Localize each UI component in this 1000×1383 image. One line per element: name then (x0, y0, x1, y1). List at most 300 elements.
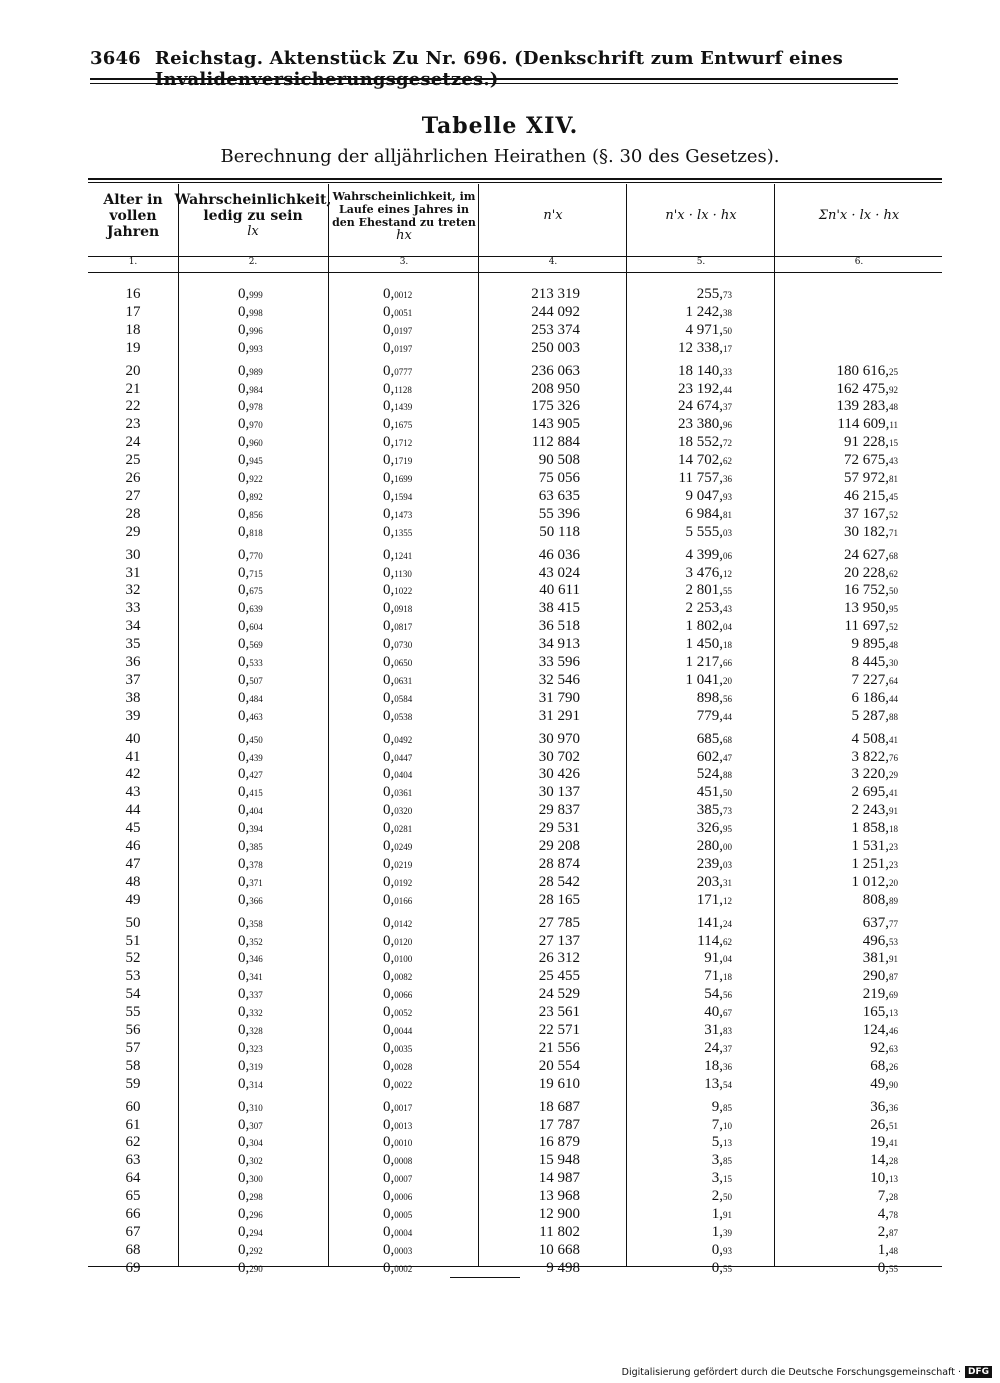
single-prob-cell-main: 0, (238, 398, 250, 415)
n-cell: 244 092 (531, 303, 580, 320)
marriage-prob-cell-sub: 0028 (394, 1061, 413, 1072)
product-cell-main: 6 984, (685, 505, 723, 522)
sum-cell (778, 949, 898, 968)
single-prob-cell-sub: 960 (249, 438, 263, 449)
sum-cell-sub: 89 (889, 895, 898, 906)
age-cell: 49 (125, 891, 141, 908)
age-cell: 60 (125, 1098, 141, 1115)
table-row (88, 891, 942, 909)
age-cell: 32 (125, 582, 141, 599)
product-cell-main: 1 217, (685, 654, 723, 670)
sum-cell (778, 653, 898, 672)
sum-cell-main: 72 675, (844, 452, 889, 469)
marriage-prob-cell-main: 0, (383, 873, 395, 890)
product-cell-sub: 85 (723, 1102, 732, 1113)
marriage-prob-cell-sub: 0017 (394, 1102, 413, 1113)
age-cell: 50 (125, 914, 141, 931)
marriage-prob-cell (383, 891, 483, 910)
single-prob-cell-main: 0, (238, 321, 250, 338)
single-prob-cell-sub: 463 (249, 711, 263, 722)
single-prob-cell-sub: 427 (249, 770, 263, 781)
product-cell-main: 1 242, (685, 303, 723, 320)
product-cell (628, 303, 732, 322)
sum-cell-main: 5 287, (851, 707, 889, 724)
sum-cell-sub: 28 (889, 1192, 898, 1203)
single-prob-cell-sub: 292 (249, 1245, 263, 1256)
single-prob-cell-sub: 569 (249, 640, 263, 651)
table-row (88, 1169, 942, 1187)
marriage-prob-cell-sub: 0002 (394, 1263, 413, 1274)
marriage-prob-cell (383, 380, 483, 399)
single-prob-cell (238, 1133, 318, 1152)
single-prob-cell-sub: 394 (249, 824, 263, 835)
product-cell-sub: 93 (723, 1245, 732, 1256)
marriage-prob-cell-sub: 1594 (394, 491, 413, 502)
table-row (88, 505, 942, 523)
single-prob-cell-main: 0, (238, 470, 250, 486)
single-prob-cell-main: 0, (238, 802, 250, 819)
sum-cell (778, 617, 898, 636)
single-prob-cell-sub: 989 (249, 366, 263, 377)
single-prob-cell (238, 1039, 318, 1058)
marriage-prob-cell-sub: 1022 (394, 586, 413, 597)
single-prob-cell (238, 1116, 318, 1135)
n-cell: 175 326 (531, 398, 580, 415)
single-prob-cell (238, 1151, 318, 1170)
sum-cell (778, 1223, 898, 1242)
table-row (88, 487, 942, 505)
end-rule (450, 1277, 520, 1278)
n-cell: 33 596 (538, 654, 580, 670)
single-prob-cell-sub: 892 (249, 491, 263, 502)
product-cell-sub: 44 (723, 711, 732, 722)
sum-cell (778, 932, 898, 951)
product-cell-main: 1 041, (685, 671, 723, 688)
single-prob-cell-main: 0, (238, 636, 250, 653)
single-prob-cell-main: 0, (238, 891, 250, 908)
single-prob-cell-main: 0, (238, 1152, 250, 1169)
single-prob-cell-sub: 310 (249, 1102, 263, 1113)
single-prob-cell-sub: 604 (249, 622, 263, 633)
marriage-prob-cell-main: 0, (383, 523, 395, 540)
sum-cell-main: 114 609, (837, 416, 890, 433)
single-prob-cell-sub: 358 (249, 918, 263, 929)
col-head-sum (776, 184, 942, 248)
sum-cell-main: 637, (862, 914, 889, 931)
product-cell-sub: 06 (723, 550, 732, 561)
product-cell-main: 24, (704, 1039, 723, 1056)
single-prob-cell (238, 380, 318, 399)
product-cell-sub: 50 (723, 325, 732, 336)
sum-cell-sub: 11 (889, 420, 898, 431)
single-prob-cell (238, 1187, 318, 1206)
single-prob-cell-main: 0, (238, 730, 250, 747)
marriage-prob-cell (383, 730, 483, 749)
marriage-prob-cell-sub: 0361 (394, 788, 413, 799)
product-cell (628, 707, 732, 726)
single-prob-cell (238, 671, 318, 690)
product-cell-main: 91, (704, 950, 723, 967)
product-cell-main: 3, (711, 1170, 723, 1187)
marriage-prob-cell-sub: 0404 (394, 770, 413, 781)
marriage-prob-cell-sub: 0817 (394, 622, 413, 633)
single-prob-cell (238, 932, 318, 951)
product-cell (628, 505, 732, 524)
sum-cell (778, 433, 898, 452)
sum-cell (778, 564, 898, 583)
sum-cell (778, 1205, 898, 1224)
n-cell: 28 165 (538, 891, 580, 908)
product-cell-main: 23 192, (678, 380, 723, 397)
product-cell-sub: 04 (723, 622, 732, 633)
single-prob-cell (238, 891, 318, 910)
single-prob-cell-sub: 533 (249, 658, 263, 668)
marriage-prob-cell (383, 523, 483, 542)
product-cell-sub: 55 (723, 586, 732, 597)
sum-cell (778, 1039, 898, 1058)
table-row (88, 1133, 942, 1151)
product-cell-main: 31, (704, 1022, 723, 1038)
table-row (88, 689, 942, 707)
table-row (88, 1187, 942, 1205)
n-cell: 236 063 (531, 362, 580, 379)
sum-cell-main: 19, (870, 1134, 889, 1151)
sum-cell (778, 1151, 898, 1170)
sum-cell-sub: 26 (889, 1061, 898, 1072)
sum-cell (778, 730, 898, 749)
sum-cell (778, 1133, 898, 1152)
marriage-prob-cell-main: 0, (383, 582, 395, 599)
marriage-prob-cell (383, 564, 483, 583)
marriage-prob-cell-main: 0, (383, 1116, 395, 1133)
age-cell: 59 (125, 1075, 141, 1092)
product-cell (628, 487, 732, 506)
n-cell: 14 987 (538, 1170, 580, 1187)
n-cell: 18 687 (538, 1098, 580, 1115)
product-cell (628, 617, 732, 636)
age-cell: 19 (125, 339, 141, 356)
single-prob-cell-main: 0, (238, 380, 250, 397)
single-prob-cell (238, 321, 318, 340)
age-cell: 68 (125, 1241, 141, 1258)
product-cell-sub: 62 (723, 936, 732, 947)
age-cell: 21 (125, 380, 141, 397)
single-prob-cell-main: 0, (238, 339, 250, 356)
marriage-prob-cell-main: 0, (383, 914, 395, 931)
single-prob-cell-main: 0, (238, 1004, 250, 1021)
sum-cell-main: 290, (862, 968, 889, 985)
single-prob-cell-main: 0, (238, 416, 250, 433)
table-row (88, 1241, 942, 1259)
table-row (88, 819, 942, 837)
marriage-prob-cell-main: 0, (383, 546, 395, 563)
single-prob-cell (238, 415, 318, 434)
sum-cell-main: 10, (870, 1170, 889, 1187)
sum-cell-main: 26, (870, 1116, 889, 1133)
single-prob-cell-sub: 346 (249, 954, 263, 965)
age-cell: 16 (125, 286, 141, 302)
sum-cell-main: 0, (877, 1259, 889, 1276)
single-prob-cell (238, 451, 318, 470)
sum-cell (778, 689, 898, 708)
product-cell (628, 855, 732, 874)
single-prob-cell-main: 0, (238, 452, 250, 469)
sum-cell-main: 381, (862, 950, 889, 967)
sum-cell (778, 1241, 898, 1260)
table-row (88, 748, 942, 766)
n-cell: 29 837 (538, 802, 580, 819)
product-cell (628, 1057, 732, 1076)
product-cell (628, 339, 732, 358)
product-cell (628, 635, 732, 654)
product-cell-sub: 93 (723, 491, 732, 502)
marriage-prob-cell (383, 469, 483, 488)
single-prob-cell (238, 1098, 318, 1117)
sum-cell-sub: 45 (889, 491, 898, 502)
marriage-prob-cell-main: 0, (383, 416, 395, 433)
marriage-prob-cell (383, 932, 483, 951)
single-prob-cell-sub: 439 (249, 752, 263, 763)
n-cell: 34 913 (538, 636, 580, 653)
table-row (88, 653, 942, 671)
marriage-prob-cell-main: 0, (383, 707, 395, 724)
product-cell-main: 7, (711, 1116, 723, 1133)
marriage-prob-cell-main: 0, (383, 470, 395, 486)
marriage-prob-cell-sub: 1128 (394, 384, 412, 395)
col-head-marriage (330, 184, 478, 248)
single-prob-cell-main: 0, (238, 487, 250, 504)
single-prob-cell-sub: 856 (249, 509, 263, 520)
product-cell-sub: 13 (723, 1138, 732, 1149)
marriage-prob-cell-sub: 0918 (394, 604, 413, 615)
age-cell: 43 (125, 784, 141, 801)
n-cell: 10 668 (538, 1241, 580, 1258)
table-row (88, 855, 942, 873)
sum-cell (778, 1057, 898, 1076)
age-cell: 65 (125, 1188, 141, 1205)
marriage-prob-cell (383, 914, 483, 933)
age-cell: 62 (125, 1134, 141, 1151)
sum-cell-main: 37 167, (844, 505, 889, 522)
marriage-prob-cell (383, 303, 483, 322)
product-cell (628, 783, 732, 802)
col-number-6: 6. (854, 257, 864, 267)
n-cell: 90 508 (538, 452, 580, 469)
marriage-prob-cell (383, 967, 483, 986)
product-cell-sub: 31 (723, 877, 732, 888)
single-prob-cell-main: 0, (238, 707, 250, 724)
single-prob-cell-main: 0, (238, 1116, 250, 1133)
product-cell (628, 380, 732, 399)
product-cell (628, 285, 732, 304)
single-prob-cell-main: 0, (238, 1206, 250, 1222)
product-cell (628, 689, 732, 708)
single-prob-cell-sub: 818 (249, 527, 263, 538)
marriage-prob-cell (383, 873, 483, 892)
marriage-prob-cell (383, 451, 483, 470)
marriage-prob-cell-main: 0, (383, 1134, 395, 1151)
age-cell: 17 (125, 303, 141, 320)
marriage-prob-cell-main: 0, (383, 689, 395, 706)
single-prob-cell-sub: 385 (249, 842, 263, 852)
sum-cell-main: 139 283, (836, 398, 889, 415)
marriage-prob-cell-main: 0, (383, 671, 395, 688)
marriage-prob-cell (383, 1151, 483, 1170)
single-prob-cell-main: 0, (238, 820, 250, 837)
table-row (88, 1223, 942, 1241)
age-cell: 38 (125, 689, 141, 706)
col-head-single-label: Wahrscheinlichkeit, ledig zu sein (174, 192, 332, 224)
marriage-prob-cell-main: 0, (383, 380, 395, 397)
dfg-logo: DFG (965, 1366, 992, 1378)
marriage-prob-cell-sub: 1241 (394, 550, 413, 561)
age-cell: 20 (125, 362, 141, 379)
product-cell-main: 2 253, (685, 600, 723, 617)
sum-cell-sub: 52 (889, 509, 898, 520)
single-prob-cell-main: 0, (238, 546, 250, 563)
single-prob-cell (238, 967, 318, 986)
product-cell-main: 5 555, (685, 523, 723, 540)
single-prob-cell-sub: 970 (249, 420, 263, 431)
sum-cell-main: 36, (870, 1098, 889, 1115)
product-cell-main: 18 552, (678, 434, 723, 451)
sum-cell (778, 985, 898, 1004)
marriage-prob-cell-main: 0, (383, 1004, 395, 1021)
sum-cell-main: 14, (870, 1152, 889, 1169)
table-row (88, 303, 942, 321)
sum-cell-main: 219, (862, 986, 889, 1003)
product-cell-sub: 36 (723, 474, 732, 484)
product-cell-sub: 03 (723, 527, 732, 538)
product-cell (628, 1039, 732, 1058)
product-cell-main: 12 338, (678, 339, 723, 356)
n-cell: 55 396 (538, 505, 580, 522)
single-prob-cell (238, 487, 318, 506)
product-cell-main: 1, (711, 1206, 723, 1222)
single-prob-cell-main: 0, (238, 1022, 250, 1038)
product-cell-sub: 73 (723, 806, 732, 817)
product-cell-main: 2, (711, 1188, 723, 1205)
marriage-prob-cell-sub: 0777 (394, 366, 413, 377)
n-cell: 19 610 (538, 1075, 580, 1092)
sum-cell-sub: 68 (889, 550, 898, 561)
marriage-prob-cell-sub: 0010 (394, 1138, 413, 1149)
table-bottom-rule (88, 1266, 942, 1267)
sum-cell-sub: 62 (889, 568, 898, 579)
marriage-prob-cell-sub: 0730 (394, 640, 413, 651)
sum-cell (778, 599, 898, 618)
marriage-prob-cell-sub: 0197 (394, 325, 413, 336)
marriage-prob-cell (383, 505, 483, 524)
product-cell-main: 9, (711, 1098, 723, 1115)
table-row (88, 285, 942, 303)
table-row (88, 837, 942, 855)
single-prob-cell-main: 0, (238, 523, 250, 540)
marriage-prob-cell (383, 397, 483, 416)
product-cell (628, 653, 732, 672)
col-number-2: 2. (248, 257, 258, 267)
table-row (88, 523, 942, 541)
sum-cell-main: 2, (877, 1223, 889, 1240)
marriage-prob-cell (383, 433, 483, 452)
marriage-prob-cell-main: 0, (383, 303, 395, 320)
sum-cell-sub: 41 (889, 788, 898, 799)
age-cell: 39 (125, 707, 141, 724)
sum-cell-sub: 95 (889, 604, 898, 615)
sum-cell-sub: 20 (889, 877, 898, 888)
sum-cell (778, 1021, 898, 1040)
table-row (88, 362, 942, 380)
marriage-prob-cell-main: 0, (383, 855, 395, 872)
single-prob-cell-sub: 675 (249, 586, 263, 597)
product-cell-main: 326, (696, 820, 723, 837)
age-cell: 66 (125, 1206, 141, 1222)
product-cell-sub: 50 (723, 1192, 732, 1203)
marriage-prob-cell (383, 487, 483, 506)
sum-cell (778, 1116, 898, 1135)
marriage-prob-cell-main: 0, (383, 820, 395, 837)
sum-cell-main: 165, (862, 1004, 889, 1021)
n-cell: 30 970 (538, 730, 580, 747)
table-row (88, 949, 942, 967)
single-prob-cell-sub: 366 (249, 895, 263, 906)
sum-cell-sub: 87 (889, 1227, 898, 1238)
n-cell: 50 118 (539, 523, 580, 540)
single-prob-cell-sub: 378 (249, 859, 263, 870)
marriage-prob-cell-sub: 0066 (394, 990, 413, 1001)
product-cell-sub: 83 (723, 1026, 732, 1036)
single-prob-cell (238, 819, 318, 838)
product-cell-main: 385, (696, 802, 723, 819)
product-cell-main: 9 047, (685, 487, 723, 504)
marriage-prob-cell-sub: 0022 (394, 1079, 413, 1090)
n-cell: 31 790 (538, 689, 580, 706)
footer-text: Digitalisierung gefördert durch die Deutsche Forschungsgemeinschaft · (621, 1366, 961, 1378)
marriage-prob-cell-sub: 0281 (394, 824, 413, 835)
product-cell (628, 819, 732, 838)
marriage-prob-cell-main: 0, (383, 452, 395, 469)
single-prob-cell-main: 0, (238, 1170, 250, 1187)
age-cell: 51 (125, 932, 141, 949)
marriage-prob-cell-main: 0, (383, 1223, 395, 1240)
product-cell-main: 203, (696, 873, 723, 890)
marriage-prob-cell-main: 0, (383, 654, 395, 670)
marriage-prob-cell-sub: 0013 (394, 1120, 413, 1131)
table-row (88, 985, 942, 1003)
sum-cell (778, 415, 898, 434)
sum-cell-main: 4, (877, 1206, 889, 1222)
product-cell (628, 1075, 732, 1094)
n-cell: 31 291 (538, 707, 580, 724)
age-cell: 54 (125, 986, 141, 1003)
sum-cell (778, 707, 898, 726)
marriage-prob-cell (383, 985, 483, 1004)
table-row (88, 932, 942, 950)
marriage-prob-cell (383, 1057, 483, 1076)
product-cell-main: 239, (696, 855, 723, 872)
age-cell: 64 (125, 1170, 141, 1187)
marriage-prob-cell-sub: 0120 (394, 936, 413, 947)
single-prob-cell-sub: 999 (249, 290, 263, 300)
product-cell-main: 685, (696, 730, 723, 747)
single-prob-cell-sub: 415 (249, 788, 263, 799)
product-cell (628, 1098, 732, 1117)
marriage-prob-cell-sub: 0166 (394, 895, 413, 906)
sum-cell-sub: 88 (889, 711, 898, 722)
single-prob-cell (238, 783, 318, 802)
single-prob-cell-main: 0, (238, 362, 250, 379)
product-cell-main: 13, (704, 1075, 723, 1092)
